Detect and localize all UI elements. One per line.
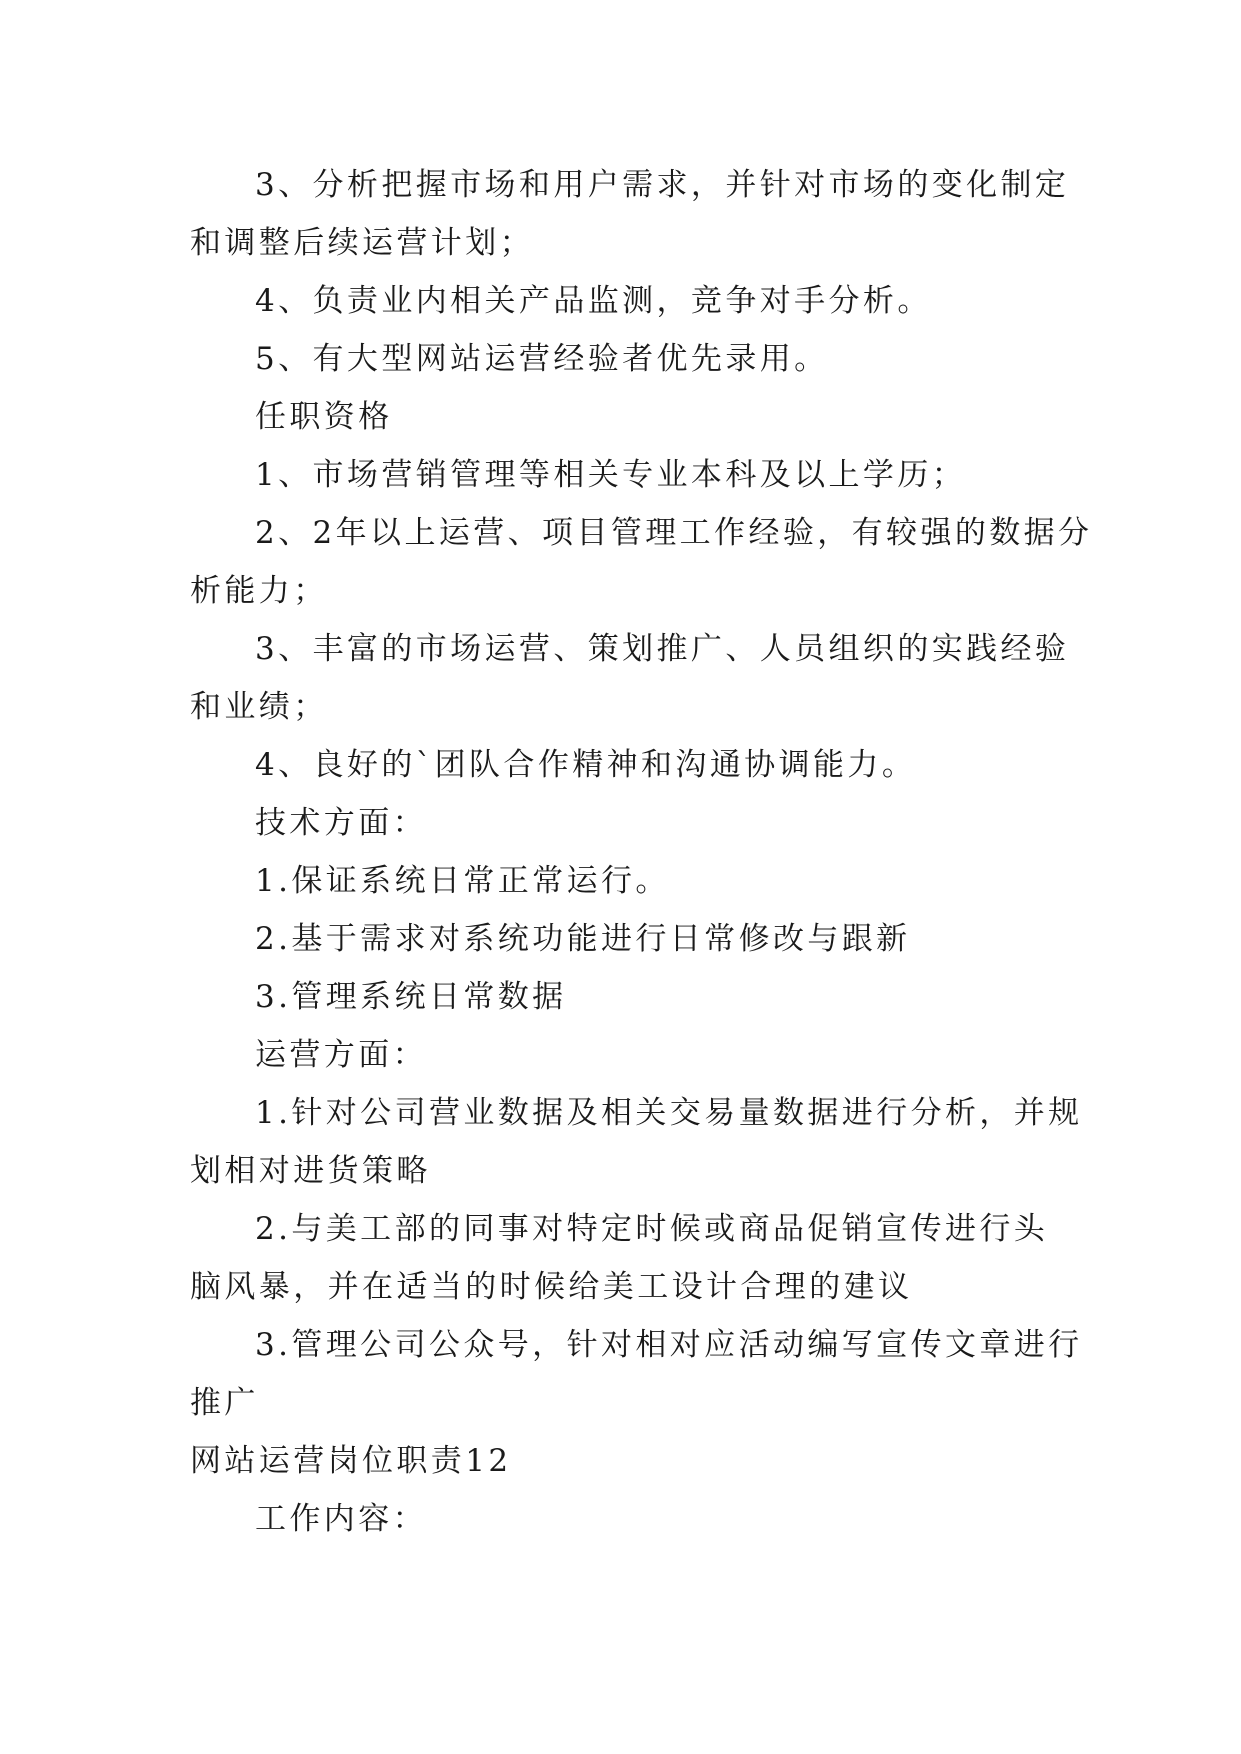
paragraph-line: 3.管理系统日常数据 — [255, 979, 567, 1015]
paragraph-line: 推广 — [190, 1385, 259, 1421]
paragraph-line: 3.管理公司公众号，针对相对应活动编写宣传文章进行 — [255, 1327, 1083, 1363]
section-heading: 任职资格 — [255, 399, 393, 435]
paragraph-line: 3、分析把握市场和用户需求，并针对市场的变化制定 — [255, 167, 1070, 203]
paragraph-line: 1.保证系统日常正常运行。 — [255, 863, 670, 899]
section-heading: 运营方面： — [255, 1037, 427, 1073]
paragraph-line: 2.与美工部的同事对特定时候或商品促销宣传进行头 — [255, 1211, 1049, 1247]
paragraph-line: 3、丰富的市场运营、策划推广、人员组织的实践经验 — [255, 631, 1070, 667]
paragraph-line: 脑风暴，并在适当的时候给美工设计合理的建议 — [190, 1269, 913, 1305]
paragraph-line: 1、市场营销管理等相关专业本科及以上学历； — [255, 457, 967, 493]
paragraph-line: 2.基于需求对系统功能进行日常修改与跟新 — [255, 921, 911, 957]
paragraph-line: 和调整后续运营计划； — [190, 225, 534, 261]
paragraph-line: 4、良好的`团队合作精神和沟通协调能力。 — [255, 747, 917, 783]
paragraph-line: 1.针对公司营业数据及相关交易量数据进行分析，并规 — [255, 1095, 1083, 1131]
section-heading: 工作内容： — [255, 1501, 427, 1537]
paragraph-line: 2、2年以上运营、项目管理工作经验，有较强的数据分 — [255, 515, 1093, 551]
section-heading: 技术方面： — [255, 805, 427, 841]
paragraph-line: 5、有大型网站运营经验者优先录用。 — [255, 341, 829, 377]
paragraph-line: 析能力； — [190, 573, 328, 609]
paragraph-line: 4、负责业内相关产品监测，竞争对手分析。 — [255, 283, 932, 319]
paragraph-line: 和业绩； — [190, 689, 328, 725]
paragraph-line: 划相对进货策略 — [190, 1153, 431, 1189]
document-title: 网站运营岗位职责12 — [190, 1443, 512, 1479]
